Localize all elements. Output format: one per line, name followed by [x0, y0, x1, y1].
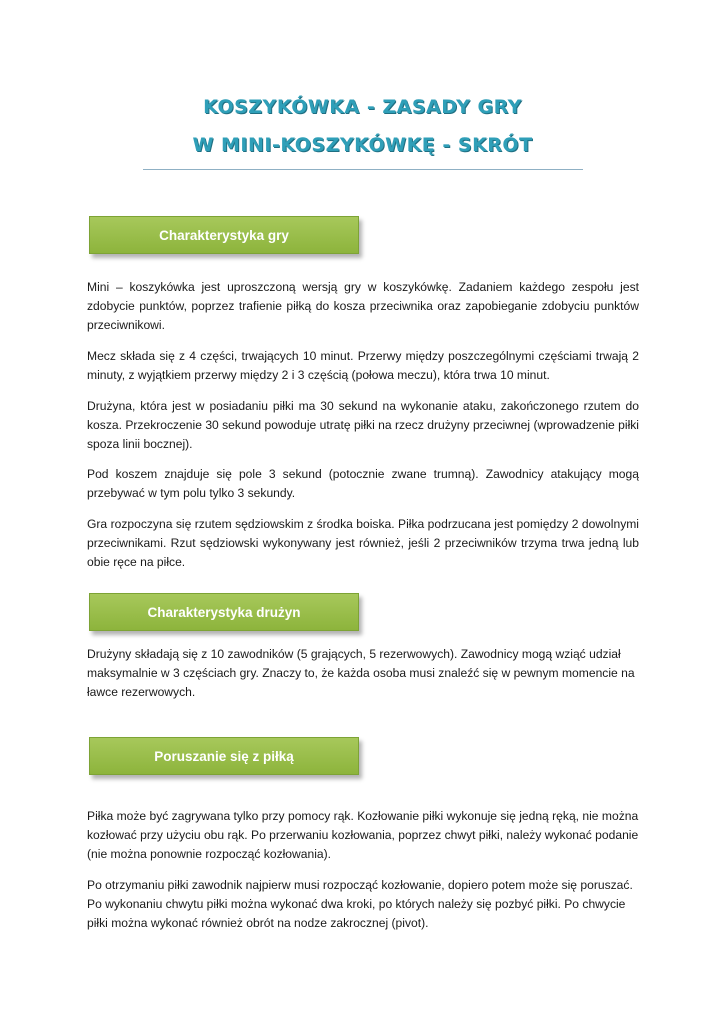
paragraph: Po otrzymaniu piłki zawodnik najpierw musi rozpocząć kozłowanie, dopiero potem może się poruszać. Po wykonaniu chwytu piłki można wykonać dwa kroki, po których należy się pozbyć piłki. Po chwycie piłki można wykonać również obrót na nodze zakrocznej (pivot).	[87, 878, 633, 930]
document-title-line-1: KOSZYKÓWKA - ZASADY GRY	[203, 96, 522, 118]
section-heading-charakterystyka-druzyn: Charakterystyka drużyn	[89, 593, 359, 631]
paragraph: Gra rozpoczyna się rzutem sędziowskim z środka boiska. Piłka podrzucana jest pomiędzy 2 dowolnymi przeciwnikami. Rzut sędziowski wykonywany jest również, jeśli 2 przeciwników trzyma trwa jedną lub obie ręce na piłce.	[87, 517, 639, 569]
document-title-line-2: W MINI-KOSZYKÓWKĘ - SKRÓT	[192, 134, 533, 156]
paragraph: Piłka może być zagrywana tylko przy pomocy rąk. Kozłowanie piłki wykonuje się jedną ręką, nie można kozłować przy użyciu obu rąk. Po przerwaniu kozłowania, poprzez chwyt piłki, należy wykonać podanie (nie można ponownie rozpocząć kozłowania).	[87, 809, 639, 861]
section-heading-charakterystyka-gry: Charakterystyka gry	[89, 216, 359, 254]
paragraph: Pod koszem znajduje się pole 3 sekund (potocznie zwane trumną). Zawodnicy atakujący mogą przebywać w tym polu tylko 3 sekundy.	[87, 467, 639, 500]
paragraph: Mecz składa się z 4 części, trwających 10 minut. Przerwy między poszczególnymi częściami trwają 2 minuty, z wyjątkiem przerwy między 2 i 3 częścią (połowa meczu), która trwa 10 minut.	[87, 349, 639, 382]
title-divider	[143, 169, 583, 170]
section-heading-poruszanie-sie-z-pilka: Poruszanie się z piłką	[89, 737, 359, 775]
paragraph: Drużyna, która jest w posiadaniu piłki ma 30 sekund na wykonanie ataku, zakończonego rzutem do kosza. Przekroczenie 30 sekund powoduje utratę piłki na rzecz drużyny przeciwnej (wprowadzenie piłki spoza linii bocznej).	[87, 399, 639, 451]
paragraph: Drużyny składają się z 10 zawodników (5 grających, 5 rezerwowych). Zawodnicy mogą wziąć udział maksymalnie w 3 częściach gry. Znaczy to, że każda osoba musi znaleźć się w pewnym momencie na ławce rezerwowych.	[87, 647, 635, 699]
paragraph: Mini – koszykówka jest uproszczoną wersją gry w koszykówkę. Zadaniem każdego zespołu jest zdobycie punktów, poprzez trafienie piłką do kosza przeciwnika oraz zapobieganie zdobyciu punktów przeciwnikowi.	[87, 280, 639, 332]
